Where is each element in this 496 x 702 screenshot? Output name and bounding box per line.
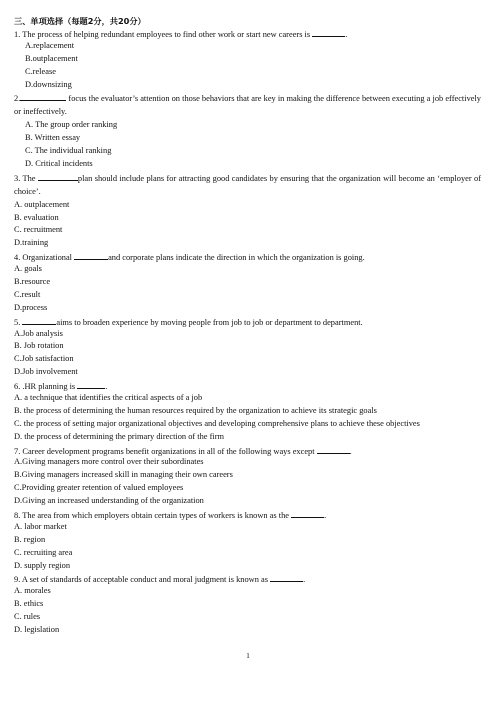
option-d: D.training xyxy=(14,238,49,248)
option-c: C.result xyxy=(14,289,41,299)
answer-blank xyxy=(317,444,350,454)
option-a: A. outplacement xyxy=(14,199,70,209)
option-b: B. the process of determining the human resources required by the organization to achieve its strategic goals xyxy=(14,405,377,415)
option-d: D. legislation xyxy=(14,625,60,635)
option-d: D. Critical incidents xyxy=(25,158,93,168)
option-c: C.release xyxy=(25,66,56,76)
option-a: A. labor market xyxy=(14,521,67,531)
answer-blank xyxy=(20,91,66,101)
option-b: B. region xyxy=(14,534,46,544)
answer-blank xyxy=(74,250,108,260)
option-b: B.Giving managers increased skill in managing their own careers xyxy=(14,470,233,480)
option-d: D. supply region xyxy=(14,560,71,570)
answer-blank xyxy=(38,171,78,181)
option-b: B. Written essay xyxy=(25,133,81,143)
page-number: 1 xyxy=(246,651,250,660)
question-1 xyxy=(14,27,481,91)
question-3 xyxy=(14,171,481,250)
question-stem: 8. The area from which employers obtain certain types of workers is known as the . xyxy=(14,508,481,521)
option-b: B. ethics xyxy=(14,599,44,609)
answer-blank xyxy=(291,508,324,518)
option-a: A.Job analysis xyxy=(14,328,63,338)
question-2 xyxy=(14,91,481,170)
option-c: C.Job satisfaction xyxy=(14,354,74,364)
question-6 xyxy=(14,379,481,443)
option-a: A. goals xyxy=(14,264,42,274)
answer-blank xyxy=(77,379,105,389)
option-b: B. Job rotation xyxy=(14,341,64,351)
option-a: A.replacement xyxy=(25,40,75,50)
answer-blank xyxy=(270,572,303,582)
exam-content xyxy=(14,15,481,637)
option-d: D.downsizing xyxy=(25,79,72,89)
section-title: 三、单项选择（每题2分，共20分） xyxy=(14,16,146,26)
option-c: C. recruiting area xyxy=(14,547,73,557)
question-stem: 9. A set of standards of acceptable conduct and moral judgment is known as . xyxy=(14,572,481,585)
question-9 xyxy=(14,572,481,636)
question-8 xyxy=(14,508,481,572)
option-b: B.resource xyxy=(14,276,51,286)
question-stem: 1. The process of helping redundant employees to find other work or start new careers is . xyxy=(14,27,481,40)
option-c: C. the process of setting major organizational objectives and developing comprehensive plans to achieve these objectives xyxy=(14,418,420,428)
option-c: C.Providing greater retention of valued employees xyxy=(14,483,184,493)
option-c: C. recruitment xyxy=(14,225,63,235)
option-d: D.process xyxy=(14,302,48,312)
question-5 xyxy=(14,315,481,379)
option-d: D.Job involvement xyxy=(14,367,78,377)
option-b: B. evaluation xyxy=(14,212,59,222)
option-c: C. The individual ranking xyxy=(25,146,112,156)
question-stem: 3. The plan should include plans for attracting good candidates by ensuring that the organization will become an ‘employer of choice’. xyxy=(14,171,481,199)
answer-blank xyxy=(312,27,345,37)
question-stem: 4. Organizational and corporate plans indicate the direction in which the organization is going. xyxy=(14,250,481,263)
option-a: A. The group order ranking xyxy=(25,120,118,130)
option-a: A.Giving managers more control over their subordinates xyxy=(14,457,204,467)
answer-blank xyxy=(22,315,56,325)
question-stem: 5. aims to broaden experience by moving people from job to job or department to department. xyxy=(14,315,481,328)
question-4 xyxy=(14,250,481,314)
option-a: A. morales xyxy=(14,586,51,596)
option-c: C. rules xyxy=(14,612,41,622)
option-d: D. the process of determining the primary direction of the firm xyxy=(14,431,225,441)
option-a: A. a technique that identifies the critical aspects of a job xyxy=(14,393,203,402)
option-b: B.outplacement xyxy=(25,53,78,63)
question-stem: 7. Career development programs benefit organizations in all of the following ways except . xyxy=(14,444,481,457)
question-stem: 2. focus the evaluator’s attention on those behaviors that are key in making the difference between executing a job effectively or ineffectively. xyxy=(14,91,481,119)
option-d: D.Giving an increased understanding of the organization xyxy=(14,496,204,506)
question-stem: 6. .HR planning is . xyxy=(14,379,481,392)
question-7 xyxy=(14,444,481,508)
